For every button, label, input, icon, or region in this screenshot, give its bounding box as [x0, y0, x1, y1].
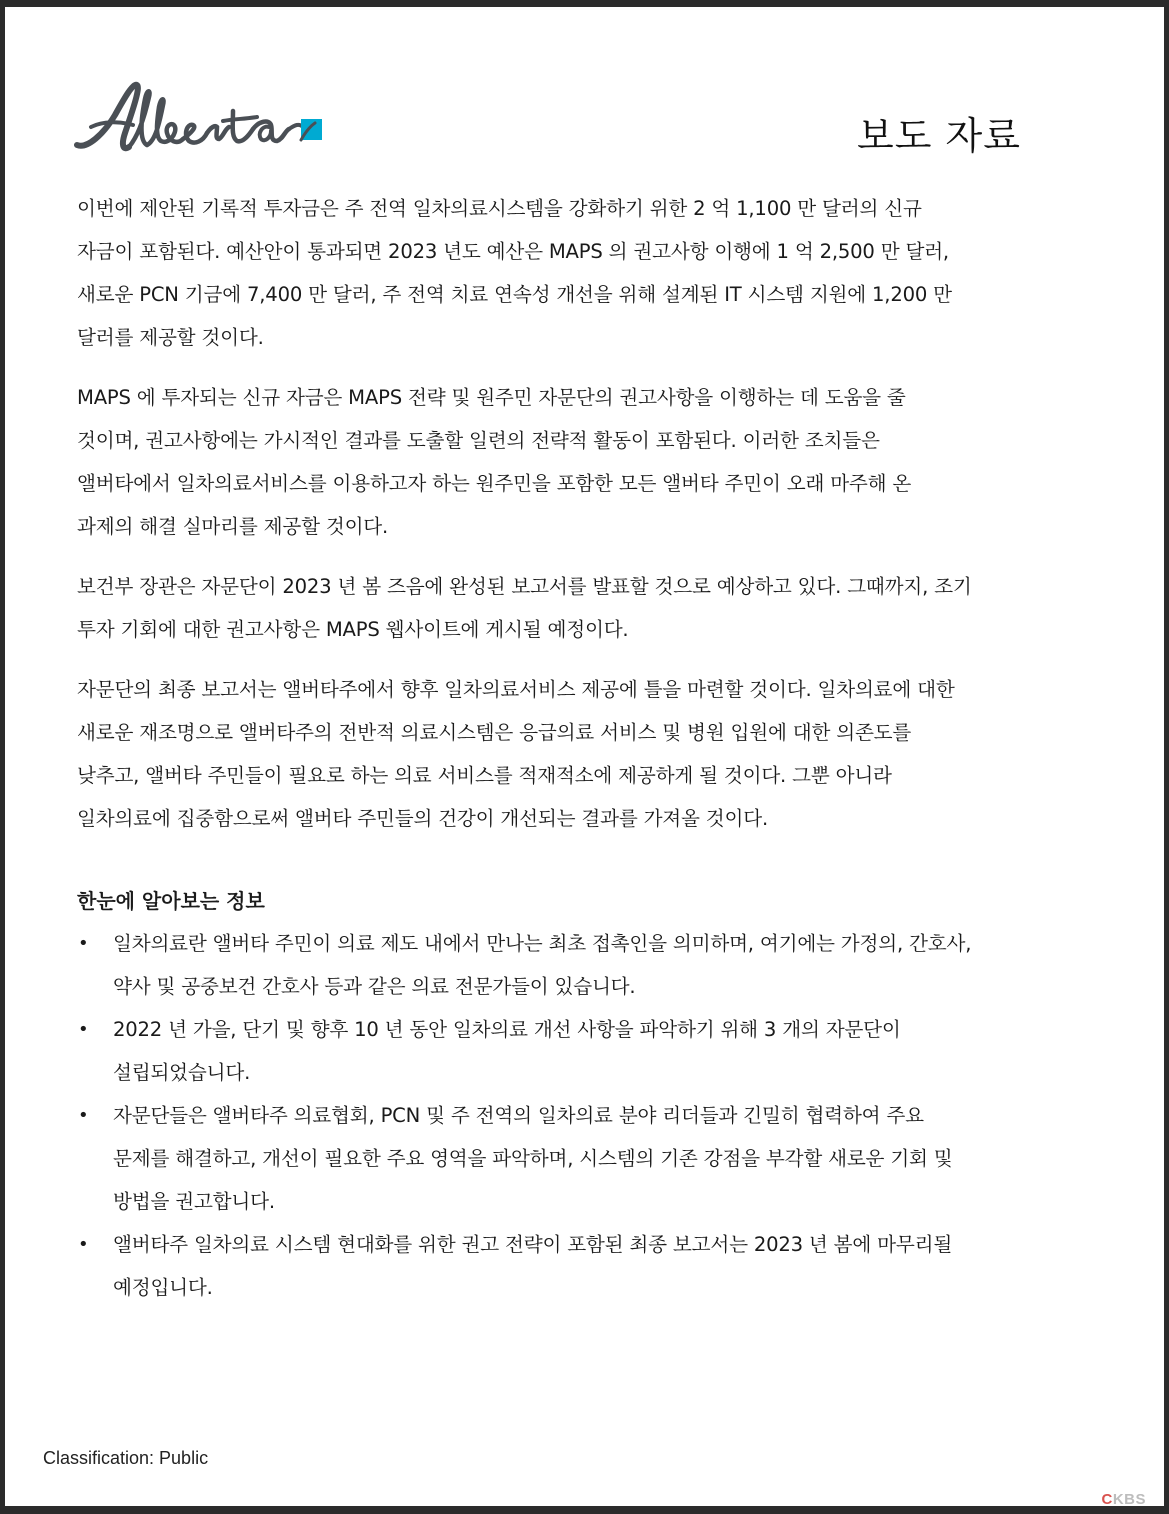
- paragraph-final-report: [77, 668, 1107, 840]
- text-line: 것이며, 권고사항에는 가시적인 결과를 도출할 일련의 전략적 활동이 포함된다. 이러한 조치들은: [77, 429, 880, 452]
- text-line: 과제의 해결 실마리를 제공할 것이다.: [77, 515, 389, 538]
- text-line: 낮추고, 앨버타 주민들이 필요로 하는 의료 서비스를 적재적소에 제공하게 될 것이다. 그뿐 아니라: [77, 764, 892, 787]
- text-line: 앨버타에서 일차의료서비스를 이용하고자 하는 원주민을 포함한 모든 앨버타 주민이 오래 마주해 온: [77, 472, 912, 495]
- bullet-icon: •: [78, 933, 89, 954]
- quick-facts-heading: 한눈에 알아보는 정보: [77, 889, 265, 913]
- text-line: 예정입니다.: [113, 1276, 213, 1299]
- paragraph-maps-investment: [77, 376, 1107, 548]
- document-title: 보도 자료: [857, 114, 1021, 158]
- quick-facts-list: [77, 922, 1107, 1309]
- alberta-logo-icon: [73, 75, 333, 160]
- alberta-logo: [73, 75, 333, 160]
- text-line: 문제를 해결하고, 개선이 필요한 주요 영역을 파악하며, 시스템의 기존 강점을 부각할 새로운 기회 및: [113, 1147, 953, 1170]
- bullet-icon: •: [78, 1105, 89, 1126]
- text-line: 2022 년 가을, 단기 및 향후 10 년 동안 일차의료 개선 사항을 파악하기 위해 3 개의 자문단이: [113, 1018, 901, 1041]
- text-line: 설립되었습니다.: [113, 1061, 251, 1084]
- text-line: 새로운 PCN 기금에 7,400 만 달러, 주 전역 치료 연속성 개선을 위해 설계된 IT 시스템 지원에 1,200 만: [77, 283, 952, 306]
- watermark-rest: KBS: [1112, 1491, 1146, 1508]
- text-line: 약사 및 공중보건 간호사 등과 같은 의료 전문가들이 있습니다.: [113, 975, 636, 998]
- text-line: 일차의료에 집중함으로써 앨버타 주민들의 건강이 개선되는 결과를 가져올 것이다.: [77, 807, 768, 830]
- bullet-icon: •: [78, 1019, 89, 1040]
- bullet-icon: •: [78, 1234, 89, 1255]
- text-line: 앨버타주 일차의료 시스템 현대화를 위한 권고 전략이 포함된 최종 보고서는 2023 년 봄에 마무리될: [113, 1233, 953, 1256]
- text-line: 일차의료란 앨버타 주민이 의료 제도 내에서 만나는 최초 접촉인을 의미하며, 여기에는 가정의, 간호사,: [113, 932, 972, 955]
- watermark-c: C: [1101, 1491, 1113, 1508]
- watermark: [1101, 1491, 1146, 1508]
- list-item: [77, 1223, 1107, 1309]
- text-line: 이번에 제안된 기록적 투자금은 주 전역 일차의료시스템을 강화하기 위한 2 억 1,100 만 달러의 신규: [77, 197, 922, 220]
- list-item: [77, 1094, 1107, 1223]
- text-line: 보건부 장관은 자문단이 2023 년 봄 즈음에 완성된 보고서를 발표할 것으로 예상하고 있다. 그때까지, 조기: [77, 575, 972, 598]
- text-line: 자금이 포함된다. 예산안이 통과되면 2023 년도 예산은 MAPS 의 권고사항 이행에 1 억 2,500 만 달러,: [77, 240, 949, 263]
- text-line: 자문단들은 앨버타주 의료협회, PCN 및 주 전역의 일차의료 분야 리더들과 긴밀히 협력하여 주요: [113, 1104, 924, 1127]
- text-line: 자문단의 최종 보고서는 앨버타주에서 향후 일차의료서비스 제공에 틀을 마련할 것이다. 일차의료에 대한: [77, 678, 955, 701]
- classification-label: Classification: Public: [43, 1448, 209, 1468]
- text-line: 달러를 제공할 것이다.: [77, 326, 264, 349]
- text-line: 새로운 재조명으로 앨버타주의 전반적 의료시스템은 응급의료 서비스 및 병원 입원에 대한 의존도를: [77, 721, 912, 744]
- paragraph-funding: [77, 187, 1107, 359]
- text-line: 방법을 권고합니다.: [113, 1190, 275, 1213]
- press-release-body: [77, 187, 1107, 1309]
- text-line: 투자 기회에 대한 권고사항은 MAPS 웹사이트에 게시될 예정이다.: [77, 618, 629, 641]
- text-line: MAPS 에 투자되는 신규 자금은 MAPS 전략 및 원주민 자문단의 권고사항을 이행하는 데 도움을 줄: [77, 386, 906, 409]
- paragraph-minister-report: [77, 565, 1107, 651]
- list-item: [77, 922, 1107, 1008]
- list-item: [77, 1008, 1107, 1094]
